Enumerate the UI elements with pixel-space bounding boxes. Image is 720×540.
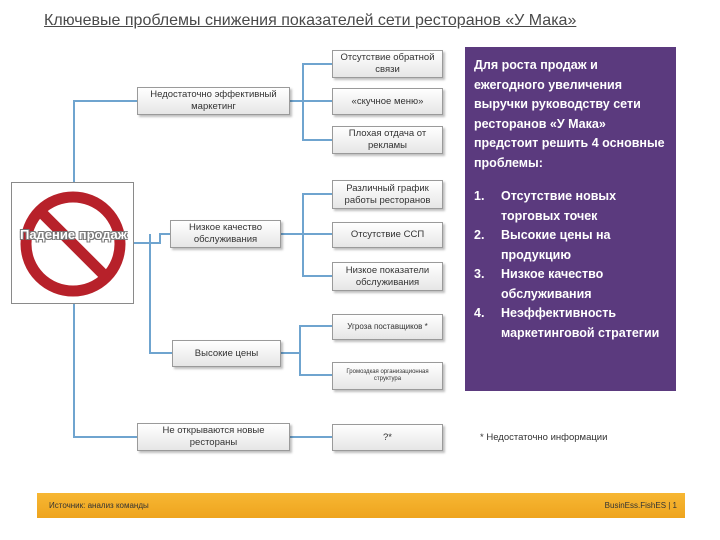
summary-item: 2. Высокие цены на продукцию — [474, 228, 611, 262]
sub-poor-ad-return: Плохая отдача от рекламы — [332, 126, 443, 154]
sub-no-feedback: Отсутствие обратной связи — [332, 50, 443, 78]
footer-source: Источник: анализ команды — [49, 501, 149, 510]
footnote: * Недостаточно информации — [480, 432, 608, 443]
sales-drop-sign — [11, 182, 134, 304]
page-title: Ключевые проблемы снижения показателей сети ресторанов «У Мака» — [44, 12, 577, 29]
no-entry-icon — [12, 183, 135, 305]
footer-brand: BusinEss.FishES | 1 — [604, 501, 677, 510]
summary-item: 1. Отсутствие новых торговых точек — [474, 189, 617, 223]
summary-item: 4. Неэффективность маркетинговой стратегии — [474, 306, 660, 340]
sub-supplier-threat: Угроза поставщиков * — [332, 314, 443, 340]
cause-marketing: Недостаточно эффективный маркетинг — [137, 87, 290, 115]
sub-boring-menu: «скучное меню» — [332, 88, 443, 115]
sub-no-ssp: Отсутствие ССП — [332, 222, 443, 248]
summary-item: 3. Низкое качество обслуживания — [474, 267, 604, 301]
summary-panel — [465, 47, 676, 391]
sub-org-structure: Громоздкая организационная структура — [332, 362, 443, 390]
summary-list — [474, 187, 668, 343]
footer-bar — [37, 493, 685, 518]
cause-service-quality: Низкое качество обслуживания — [170, 220, 281, 248]
sub-schedule: Различный график работы ресторанов — [332, 180, 443, 209]
cause-no-new-restaurants: Не открываются новые рестораны — [137, 423, 290, 451]
summary-intro: Для роста продаж и ежегодного увеличения выручки руководству сети ресторанов «У Мака» предстоит решить 4 основные проблемы: — [474, 58, 665, 170]
sub-service-metrics: Низкое показатели обслуживания — [332, 262, 443, 291]
sign-label: Падение продаж — [19, 227, 127, 242]
sub-unknown: ?* — [332, 424, 443, 451]
cause-high-prices: Высокие цены — [172, 340, 281, 367]
